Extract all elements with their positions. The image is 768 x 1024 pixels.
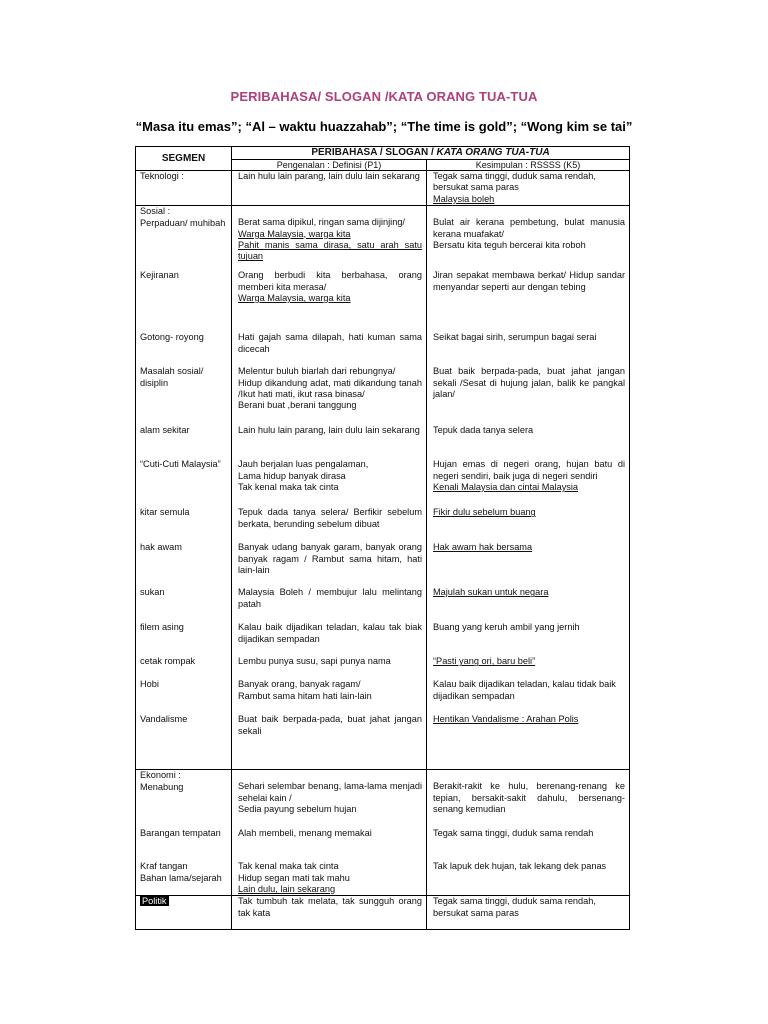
k5-cell: Bulat air kerana pembetung, bulat manusia kerana muafakat/ Bersatu kita teguh bercerai kita roboh Jiran sepakat membawa berkat/ Hidup sandar menyandar seperti aur dengan tebing Seikat bagai sirih, serumpun bagai serai Buat baik berpada-pada, buat jahat jangan sekali /Sesat di hujung jalan, balik ke pangkal jalan/ Tepuk dada tanya selera Hujan emas di negeri orang, hujan batu di negeri sendiri, baik juga di negeri sendiri Kenali Malaysia dan cintai Malaysia Fikir dulu sebelum buang Hak awam hak bersama Majulah sukan untuk negara Buang yang keruh ambil yang jernih “Pasti yang ori, baru beli” Kalau baik dijadikan teladan, kalau tidak baik dijadikan sempadan Hentikan Vandalisme : Arahan Polis <box>427 206 630 770</box>
header-main-a: PERIBAHASA / SLOGAN / <box>311 147 437 158</box>
page-title: PERIBAHASA/ SLOGAN /KATA ORANG TUA-TUA <box>230 89 538 104</box>
p1-cell: Lain hulu lain parang, lain dulu lain sekarang <box>232 171 427 206</box>
table-header-row <box>136 147 630 160</box>
segment-cell <box>136 896 232 930</box>
header-k5: Kesimpulan : RSSSS (K5) <box>427 160 630 171</box>
politik-label: Politik <box>142 896 167 907</box>
header-p1: Pengenalan : Definisi (P1) <box>232 160 427 171</box>
segment-cell: Teknologi : <box>136 171 232 206</box>
page-subtitle: “Masa itu emas”; “Al – waktu huazzahab”; “The time is gold”; “Wong kim se tai” <box>135 119 633 134</box>
segment-cell: Ekonomi : Menabung Barangan tempatan Kraf tangan Bahan lama/sejarah <box>136 770 232 896</box>
header-main-b: KATA ORANG TUA-TUA <box>436 147 550 158</box>
p1-cell: Tak tumbuh tak melata, tak sungguh orang tak kata <box>232 896 427 930</box>
table-row <box>136 896 630 930</box>
k5-cell: Tegak sama tinggi, duduk sama rendah, bersukat sama paras <box>427 896 630 930</box>
p1-cell: Berat sama dipikul, ringan sama dijinjing/ Warga Malaysia, warga kita Pahit manis sama dirasa, satu arah satu tujuan Orang berbudi kita berbahasa, orang memberi kita merasa/ Warga Malaysia, warga kita Hati gajah sama dilapah, hati kuman sama dicecah Melentur buluh biarlah dari rebungnya/ Hidup dikandung adat, mati dikandung tanah /Ikut hati mati, ikut rasa binasa/ Berani buat ,berani tanggung Lain hulu lain parang, lain dulu lain sekarang Jauh berjalan luas pengalaman, Lama hidup banyak dirasa Tak kenal maka tak cinta Tepuk dada tanya selera/ Berfikir sebelum berkata, berunding sebelum dibuat Banyak udang banyak garam, banyak orang banyak ragam / Rambut sama hitam, hati lain-lain Malaysia Boleh / membujur lalu melintang patah Kalau baik dijadikan teladan, kalau tak biak dijadikan sempadan Lembu punya susu, sapi punya nama Banyak orang, banyak ragam/ Rambut sama hitam hati lain-lain Buat baik berpada-pada, buat jahat jangan sekali <box>232 206 427 770</box>
k5-cell: Berakit-rakit ke hulu, berenang-renang ke tepian, bersakit-sakit dahulu, bersenang-senang kemudian Tegak sama tinggi, duduk sama rendah Tak lapuk dek hujan, tak lekang dek panas <box>427 770 630 896</box>
table-row <box>136 206 630 770</box>
table-row <box>136 770 630 896</box>
k5-cell: Tegak sama tinggi, duduk sama rendah, bersukat sama paras Malaysia boleh <box>427 171 630 206</box>
table-row <box>136 171 630 206</box>
header-segmen: SEGMEN <box>136 147 232 171</box>
p1-cell: Sehari selembar benang, lama-lama menjadi sehelai kain / Sedia payung sebelum hujan Alah membeli, menang memakai Tak kenal maka tak cinta Hidup segan mati tak mahu Lain dulu, lain sekarang <box>232 770 427 896</box>
header-main <box>232 147 630 160</box>
segment-cell: Sosial : Perpaduan/ muhibah Kejiranan Gotong- royong Masalah sosial/ disiplin alam sekitar “Cuti-Cuti Malaysia” kitar semula hak awam sukan filem asing cetak rompak Hobi Vandalisme <box>136 206 232 770</box>
peribahasa-table <box>135 146 630 930</box>
